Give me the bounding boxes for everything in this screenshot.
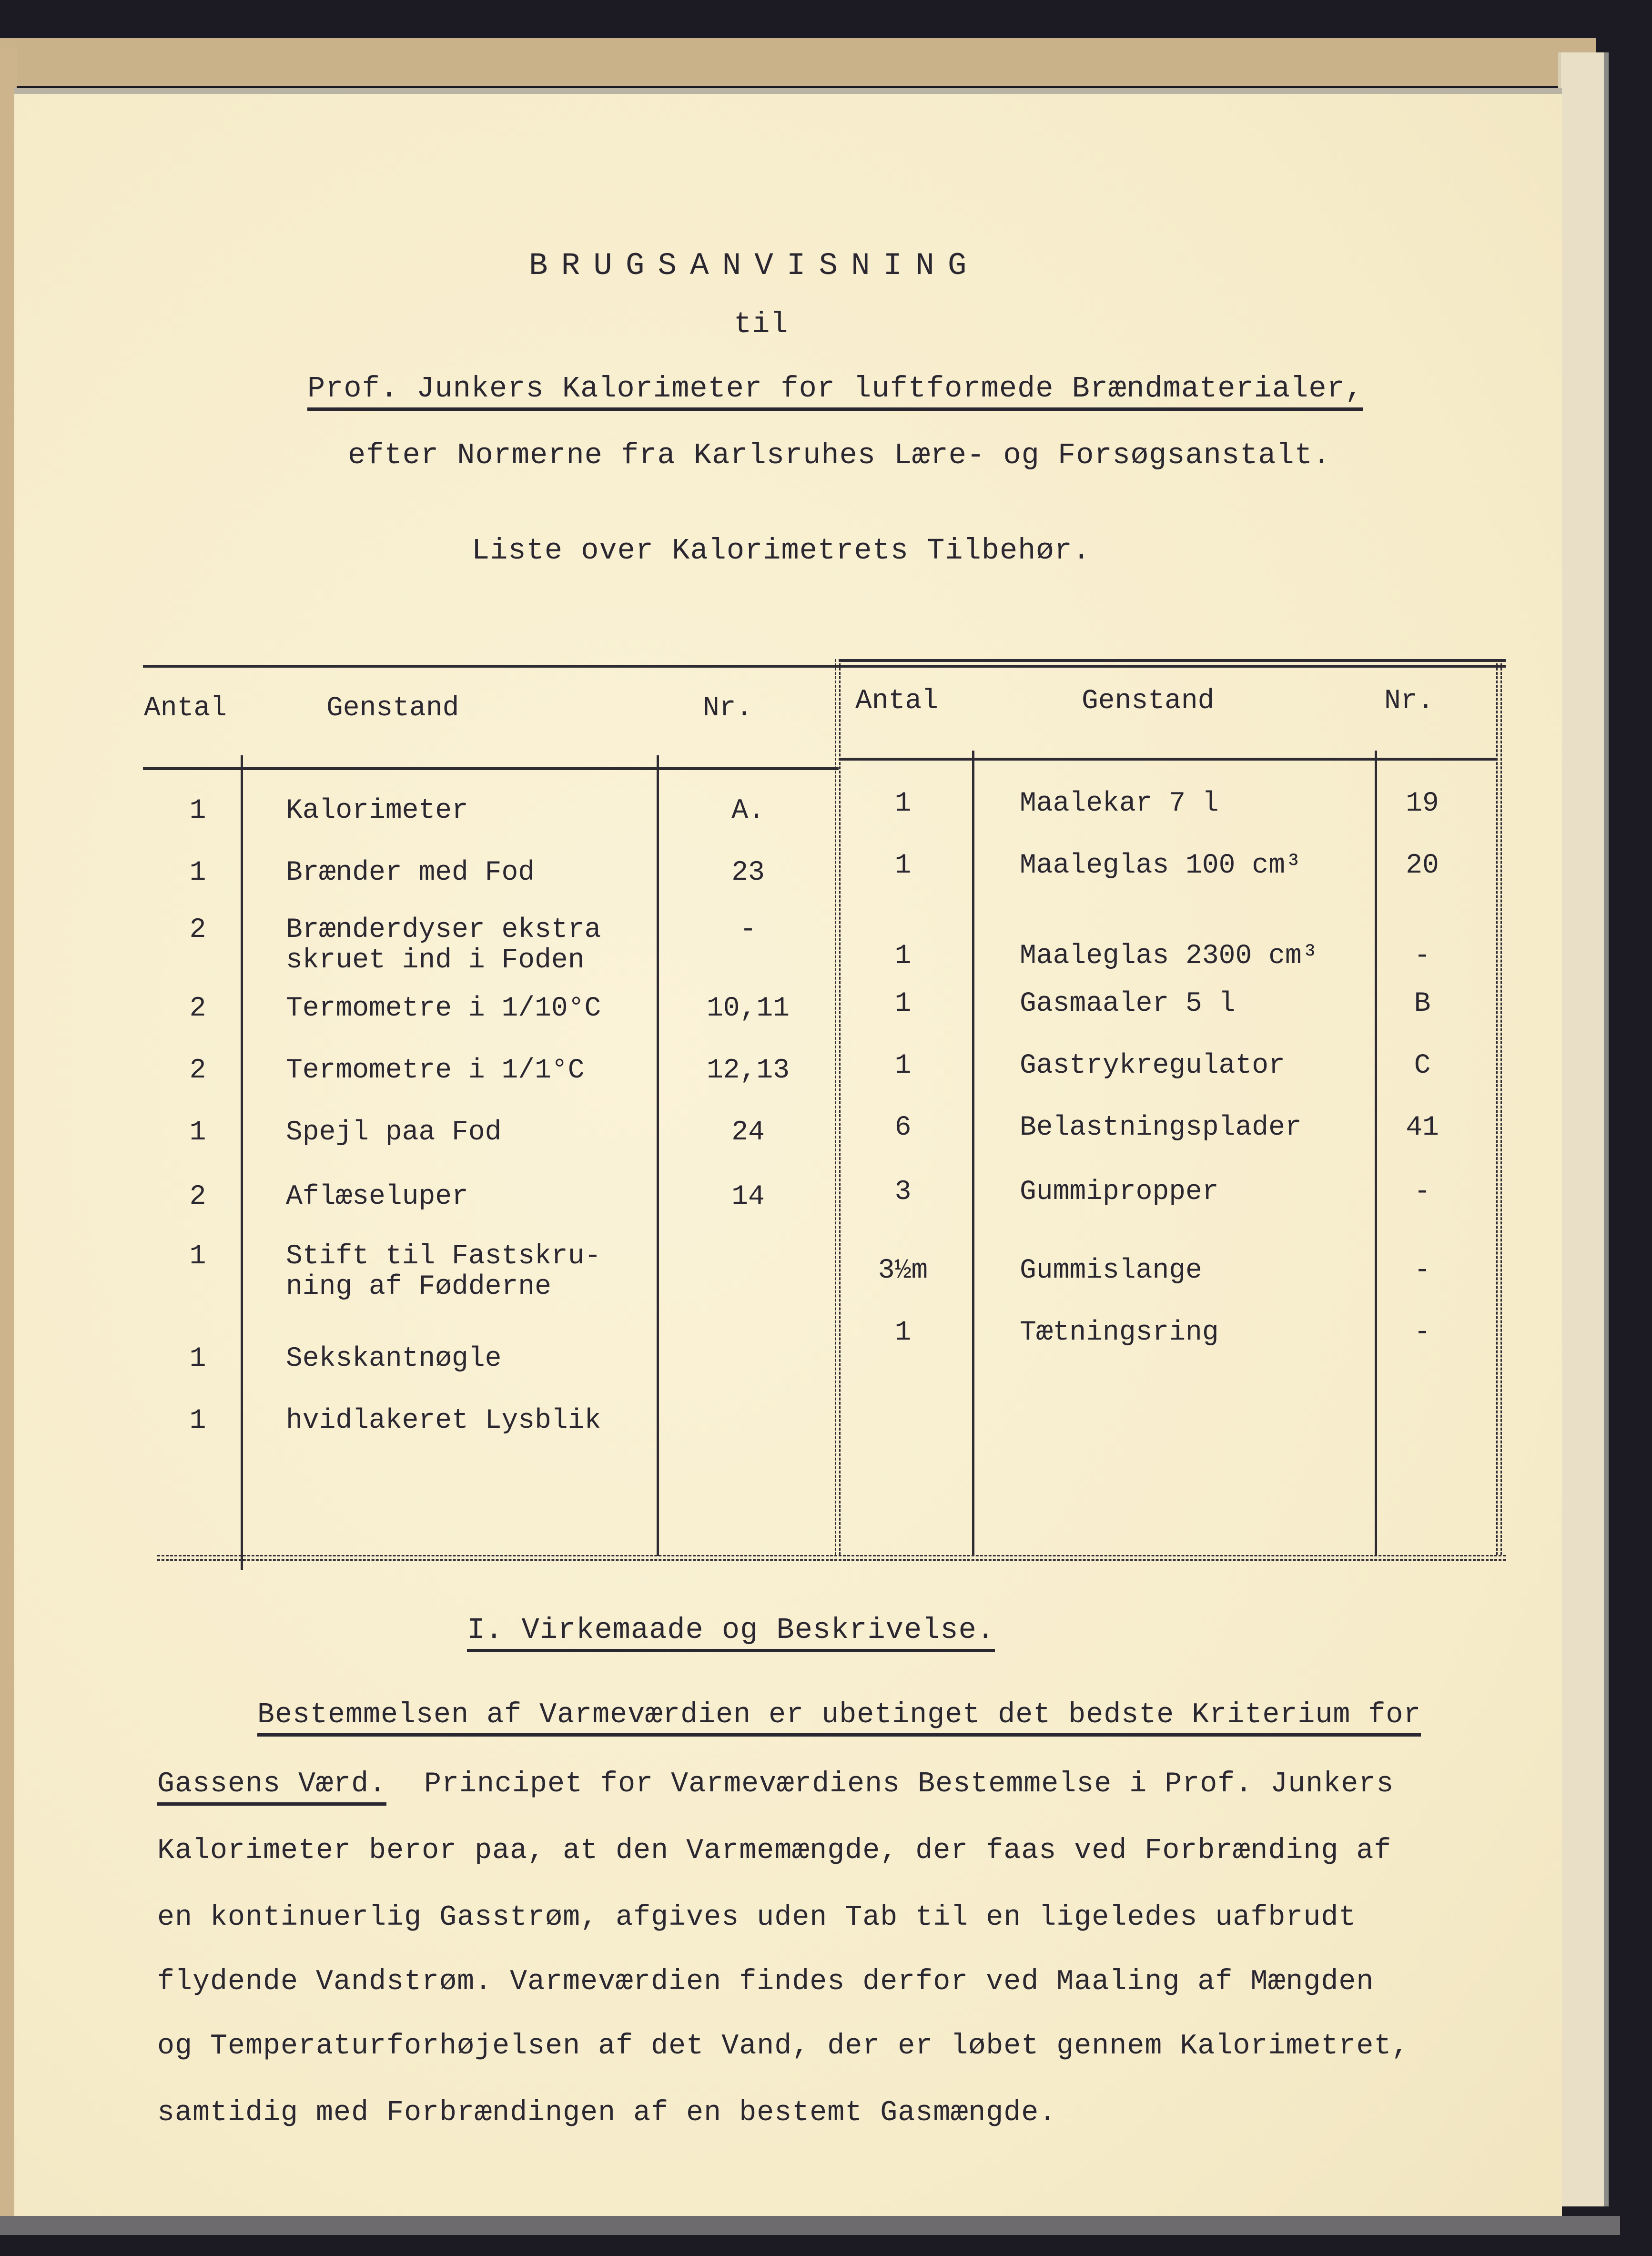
row-genstand: Sekskantnøgle [286, 1343, 502, 1374]
row-genstand: Aflæseluper [286, 1181, 468, 1212]
list-title: Liste over Kalorimetrets Tilbehør. [472, 534, 1091, 568]
row-nr: - [740, 915, 757, 945]
row-antal: 1 [894, 1050, 912, 1081]
table-bottom-rule [157, 1555, 1506, 1561]
row-nr: - [1414, 1177, 1431, 1208]
row-antal: 1 [894, 1317, 912, 1348]
row-antal: 3 [894, 1177, 912, 1208]
lead-sentence: Bestemmelsen af Varmeværdien er ubetinget det bedste Kriterium for [257, 1699, 1421, 1737]
header-antal-left: Antal [144, 693, 227, 724]
table-right-border [1496, 659, 1502, 1555]
row-nr: 10,11 [706, 993, 790, 1024]
row-genstand: Termometre i 1/1°C [286, 1055, 585, 1086]
row-nr: - [1414, 1317, 1431, 1348]
header-nr-right: Nr. [1384, 686, 1434, 717]
document-title: BRUGSANVISNING [529, 248, 980, 284]
row-nr: B [1414, 988, 1431, 1019]
table-top-rule-right [839, 659, 1506, 662]
body-line-4: flydende Vandstrøm. Varmeværdien findes derfor ved Maaling af Mængden [157, 1966, 1374, 1998]
row-nr: 14 [731, 1181, 765, 1212]
row-genstand: Gasmaaler 5 l [1020, 988, 1236, 1019]
row-antal: 3½m [878, 1255, 928, 1286]
row-nr: 24 [731, 1117, 765, 1148]
row-genstand: Stift til Fastskru- ning af Fødderne [286, 1241, 601, 1302]
header-rule-left [143, 767, 839, 770]
row-genstand: Maaleglas 2300 cm³ [1020, 941, 1318, 972]
binder-top-edge [0, 38, 1596, 86]
row-antal: 1 [894, 788, 912, 819]
row-genstand: Kalorimeter [286, 795, 468, 826]
row-nr: 20 [1406, 850, 1439, 881]
header-rule-right [839, 758, 1496, 761]
binder-right-edge [1558, 52, 1609, 2206]
header-antal-right: Antal [855, 686, 939, 717]
row-genstand: Gummislange [1020, 1255, 1202, 1286]
row-antal: 1 [189, 795, 206, 826]
binder-bottom-edge [0, 2216, 1620, 2235]
row-nr: A. [731, 795, 765, 826]
row-nr: C [1414, 1050, 1431, 1081]
row-genstand: Brænder med Fod [286, 857, 535, 888]
row-antal: 1 [189, 857, 206, 888]
table-top-rule [143, 665, 1506, 668]
body-line-2: Kalorimeter beror paa, at den Varmemængde, der faas ved Forbrænding af [157, 1835, 1392, 1867]
row-antal: 1 [894, 850, 912, 881]
header-genstand-left: Genstand [326, 693, 459, 724]
row-antal: 1 [894, 988, 912, 1019]
row-genstand: Belastningsplader [1020, 1112, 1302, 1143]
row-genstand: hvidlakeret Lysblik [286, 1405, 601, 1436]
document-page [14, 88, 1562, 2216]
row-nr: - [1414, 941, 1431, 972]
row-nr: 23 [731, 857, 765, 888]
norms-line: efter Normerne fra Karlsruhes Lære- og Forsøgsanstalt. [348, 438, 1331, 472]
title-til: til [734, 307, 789, 341]
row-antal: 1 [894, 941, 912, 972]
header-nr-left: Nr. [703, 693, 753, 724]
row-antal: 1 [189, 1117, 206, 1148]
row-nr: - [1414, 1255, 1431, 1286]
row-antal: 1 [189, 1343, 206, 1374]
row-antal: 2 [189, 1055, 206, 1086]
body-line-5: og Temperaturforhøjelsen af det Vand, der er løbet gennem Kalorimetret, [157, 2030, 1409, 2063]
document-subtitle: Prof. Junkers Kalorimeter for luftformede Brændmaterialer, [307, 372, 1363, 411]
row-genstand: Gastrykregulator [1020, 1050, 1285, 1081]
row-genstand: Maaleglas 100 cm³ [1020, 850, 1302, 881]
row-genstand: Tætningsring [1020, 1317, 1219, 1348]
body-line-3: en kontinuerlig Gasstrøm, afgives uden Tab til en ligeledes uafbrudt [157, 1901, 1357, 1934]
row-antal: 2 [189, 915, 206, 945]
row-genstand: Spejl paa Fod [286, 1117, 502, 1148]
row-antal: 2 [189, 1181, 206, 1212]
right-antal-col-line [972, 751, 974, 1556]
table-center-divider [835, 659, 841, 1555]
left-antal-col-line [241, 755, 243, 1570]
body-line-1: Principet for Varmeværdiens Bestemmelse i Prof. Junkers [424, 1768, 1394, 1800]
row-genstand: Maalekar 7 l [1020, 788, 1219, 819]
body-line-6: samtidig med Forbrændingen af en bestemt Gasmængde. [157, 2097, 1057, 2129]
section-heading: I. Virkemaade og Beskrivelse. [467, 1613, 995, 1652]
left-nr-col-line [657, 755, 659, 1556]
row-nr: 12,13 [706, 1055, 790, 1086]
row-antal: 6 [894, 1112, 912, 1143]
row-antal: 1 [189, 1405, 206, 1436]
row-nr: 41 [1406, 1112, 1439, 1143]
lead-sentence-end: Gassens Værd. [157, 1768, 386, 1806]
row-antal: 1 [189, 1241, 206, 1272]
row-genstand: Brænderdyser ekstra skruet ind i Foden [286, 915, 601, 976]
right-nr-col-line [1375, 751, 1377, 1556]
row-nr: 19 [1406, 788, 1439, 819]
row-genstand: Termometre i 1/10°C [286, 993, 601, 1024]
row-antal: 2 [189, 993, 206, 1024]
row-genstand: Gummipropper [1020, 1177, 1219, 1208]
header-genstand-right: Genstand [1082, 686, 1215, 717]
